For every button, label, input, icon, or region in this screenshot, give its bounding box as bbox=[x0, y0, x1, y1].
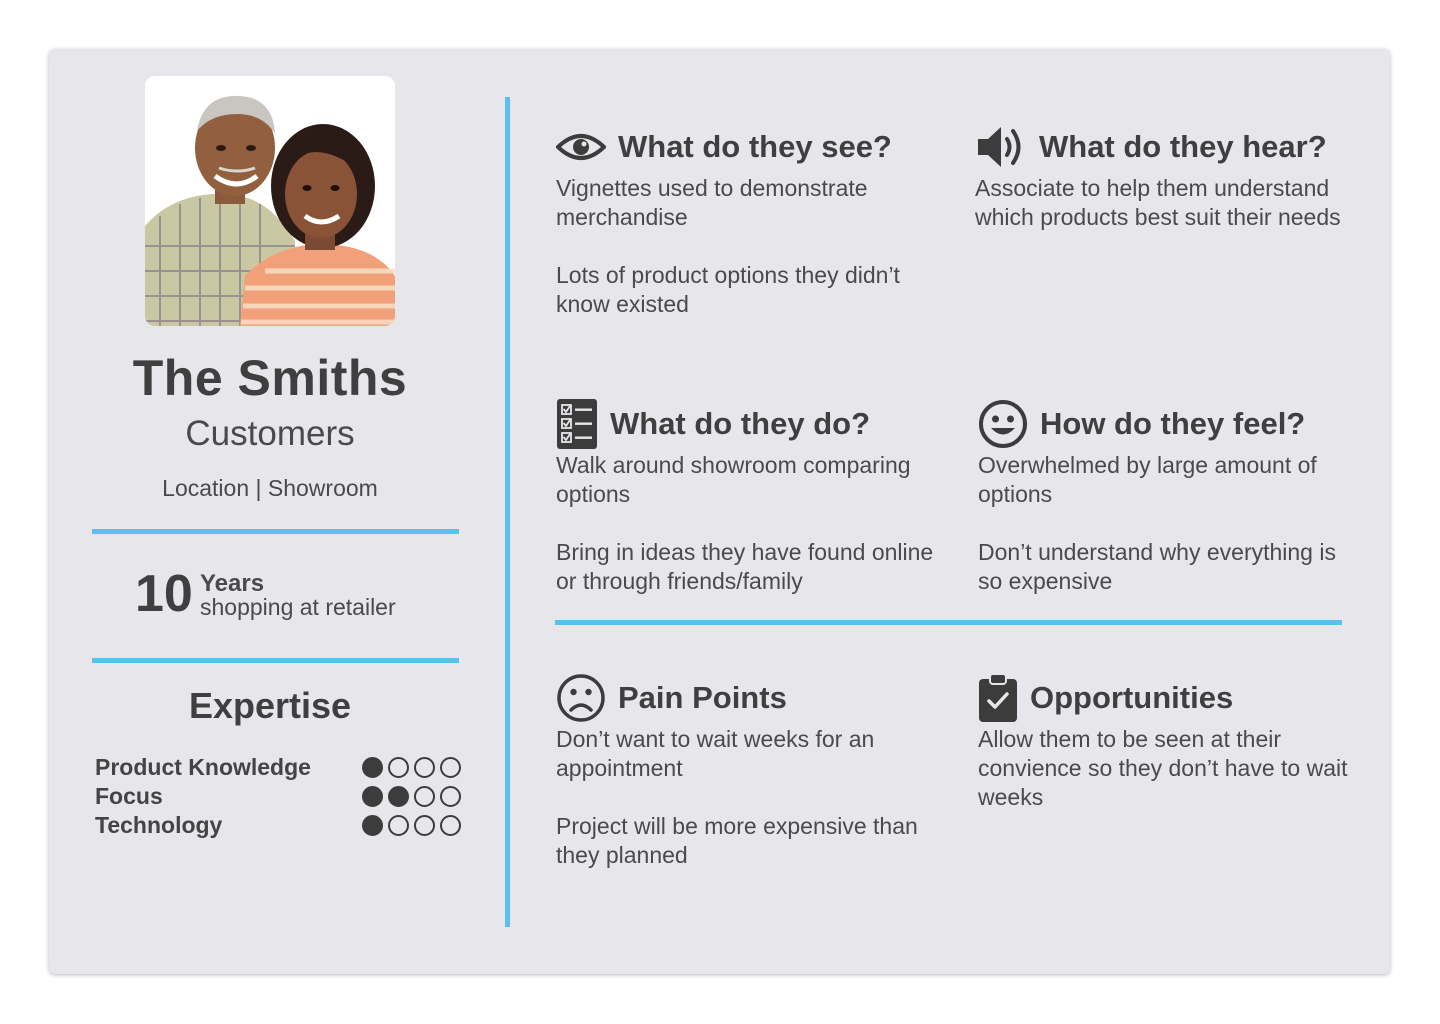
rating-dot-filled bbox=[388, 786, 409, 807]
section-see bbox=[556, 122, 936, 319]
smiley-icon bbox=[978, 399, 1028, 449]
section-body bbox=[556, 451, 936, 596]
persona-name: The Smiths bbox=[132, 350, 408, 406]
section-pain-points bbox=[556, 673, 936, 870]
section-paragraph: Overwhelmed by large amount of options bbox=[978, 452, 1317, 507]
expertise-label: Focus bbox=[95, 783, 163, 809]
tenure-unit: Years bbox=[200, 570, 265, 597]
section-paragraph: Don’t want to wait weeks for an appointment bbox=[556, 726, 875, 781]
persona-card bbox=[49, 49, 1390, 974]
section-body bbox=[556, 725, 936, 870]
section-do bbox=[556, 399, 936, 596]
section-body bbox=[978, 451, 1348, 596]
clipboard-check-icon bbox=[978, 673, 1018, 723]
expertise-rating bbox=[362, 757, 461, 778]
expertise-rating bbox=[362, 786, 461, 807]
tenure-description: shopping at retailer bbox=[200, 594, 396, 620]
persona-role: Customers bbox=[185, 414, 355, 453]
divider-bottom bbox=[92, 658, 459, 663]
rating-dot-empty bbox=[414, 815, 435, 836]
frown-icon bbox=[556, 673, 606, 723]
expertise-row bbox=[95, 811, 461, 840]
checklist-icon bbox=[556, 399, 598, 449]
section-title: How do they feel? bbox=[1040, 406, 1306, 441]
rating-dot-empty bbox=[388, 757, 409, 778]
section-opportunities bbox=[978, 673, 1348, 812]
column-divider bbox=[505, 97, 510, 927]
persona-location: Location | Showroom bbox=[162, 475, 378, 501]
rating-dot-empty bbox=[388, 815, 409, 836]
section-paragraph: Walk around showroom comparing options bbox=[556, 452, 911, 507]
section-title: What do they see? bbox=[618, 129, 892, 164]
section-paragraph: Allow them to be seen at their convience so they don’t have to wait weeks bbox=[978, 726, 1348, 810]
expertise-label: Product Knowledge bbox=[95, 754, 311, 780]
section-paragraph: Lots of product options they didn’t know existed bbox=[556, 262, 900, 317]
section-paragraph: Vignettes used to demonstrate merchandise bbox=[556, 175, 868, 230]
section-body bbox=[978, 725, 1348, 812]
eye-icon bbox=[556, 132, 606, 162]
rating-dot-empty bbox=[440, 815, 461, 836]
section-body bbox=[975, 174, 1345, 232]
couple-photo-image bbox=[145, 76, 395, 326]
rating-dot-filled bbox=[362, 815, 383, 836]
section-title: What do they do? bbox=[610, 406, 871, 441]
expertise-label: Technology bbox=[95, 812, 223, 838]
section-paragraph: Bring in ideas they have found online or through friends/family bbox=[556, 539, 934, 594]
tenure-number: 10 bbox=[135, 565, 193, 623]
expertise-row bbox=[95, 753, 461, 782]
rating-dot-filled bbox=[362, 757, 383, 778]
section-hear bbox=[975, 122, 1345, 232]
divider-top bbox=[92, 529, 459, 534]
section-title: Opportunities bbox=[1030, 680, 1234, 715]
rating-dot-empty bbox=[440, 757, 461, 778]
persona-photo bbox=[145, 76, 395, 326]
rating-dot-empty bbox=[440, 786, 461, 807]
section-body bbox=[556, 174, 936, 319]
expertise-rating bbox=[362, 815, 461, 836]
rating-dot-filled bbox=[362, 786, 383, 807]
section-feel bbox=[978, 399, 1348, 596]
section-title: What do they hear? bbox=[1039, 129, 1327, 164]
expertise-row bbox=[95, 782, 461, 811]
expertise-title: Expertise bbox=[188, 685, 352, 726]
section-title: Pain Points bbox=[618, 680, 787, 715]
section-paragraph: Don’t understand why everything is so expensive bbox=[978, 539, 1336, 594]
rating-dot-empty bbox=[414, 786, 435, 807]
rating-dot-empty bbox=[414, 757, 435, 778]
speaker-icon bbox=[975, 123, 1027, 171]
divider-sections bbox=[555, 620, 1342, 625]
section-paragraph: Project will be more expensive than they planned bbox=[556, 813, 918, 868]
section-paragraph: Associate to help them understand which products best suit their needs bbox=[975, 175, 1341, 230]
